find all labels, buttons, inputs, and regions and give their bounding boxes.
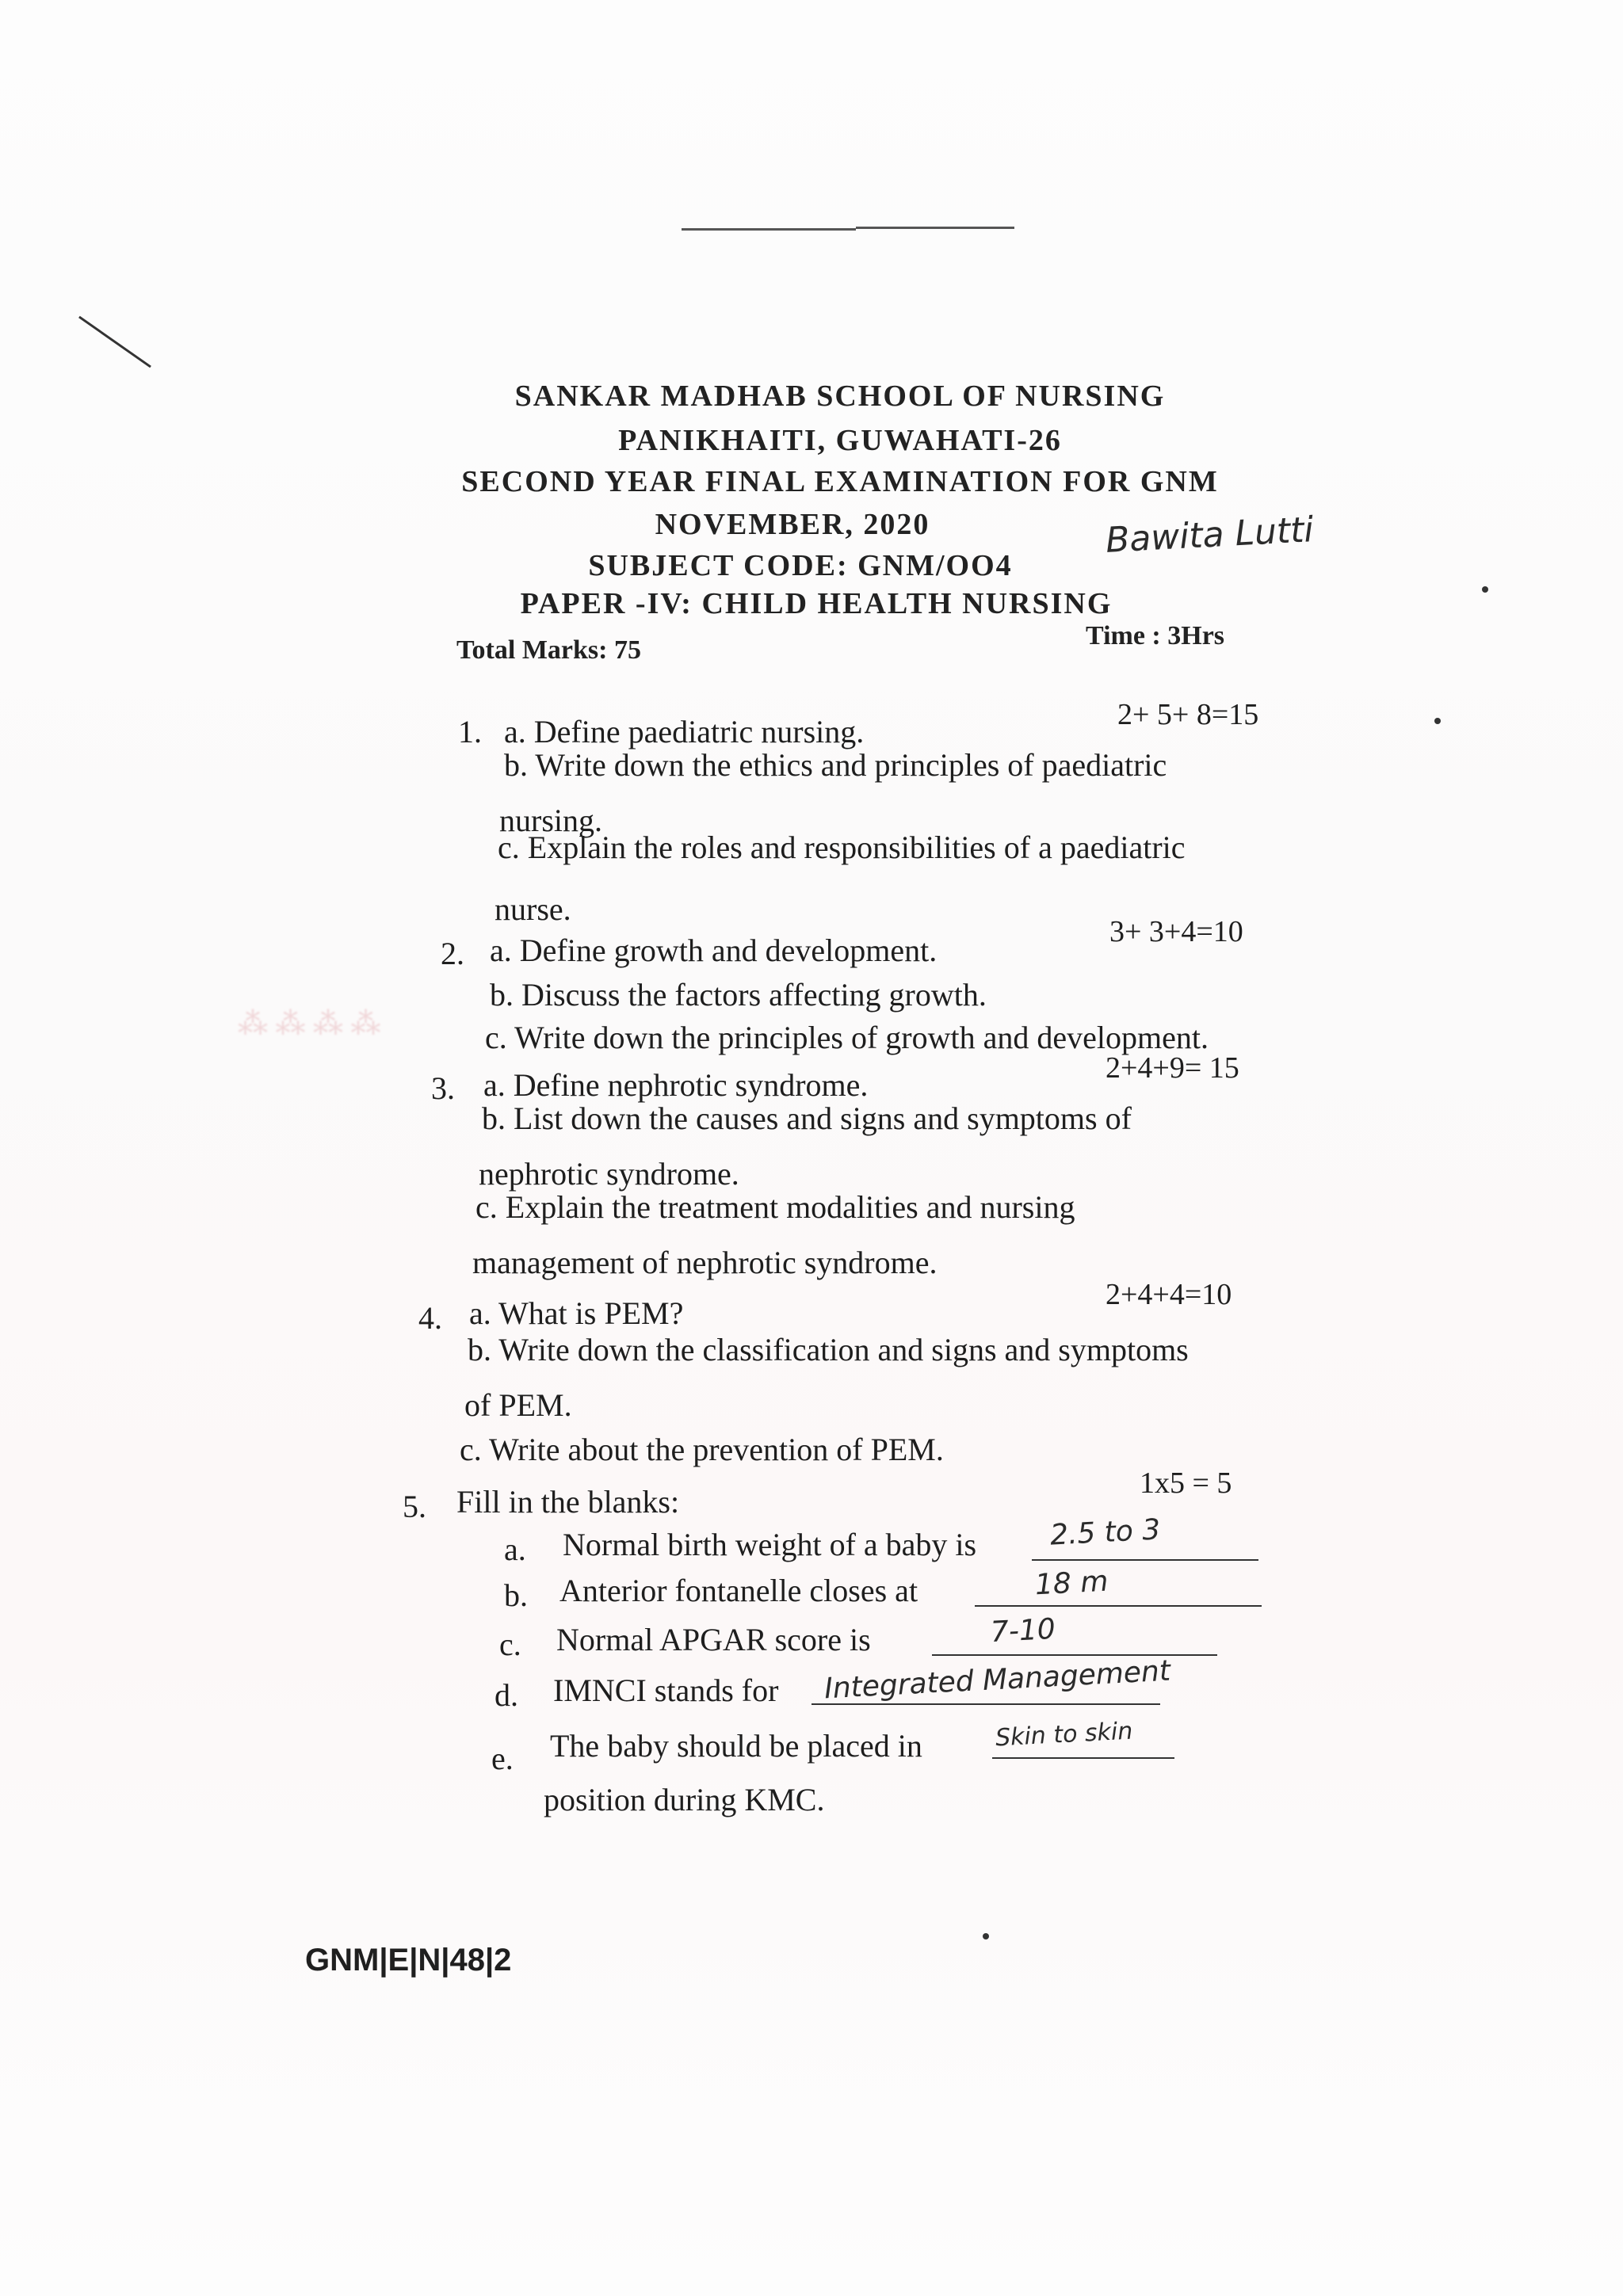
question-line: b. Write down the ethics and principles of paediatric — [504, 747, 1167, 783]
school-address: PANIKHAITI, GUWAHATI-26 — [618, 424, 1062, 457]
question-marks: 2+ 5+ 8=15 — [1117, 698, 1259, 731]
answer-blank — [932, 1654, 1217, 1656]
question-line: a. Define growth and development. — [490, 933, 938, 968]
answer-blank — [1032, 1559, 1258, 1561]
question-marks: 1x5 = 5 — [1140, 1466, 1232, 1500]
handwritten-answer: Integrated Management — [823, 1654, 1171, 1706]
question-line: c. Write down the principles of growth and development. — [485, 1020, 1209, 1055]
question-number: 2. — [441, 936, 464, 971]
blank-letter: c. — [499, 1627, 521, 1662]
question-number: 1. — [458, 714, 482, 749]
handwritten-answer: 7-10 — [989, 1612, 1056, 1650]
bleed-through-text: ⁂ ⁂ ⁂ ⁂ — [238, 1008, 381, 1041]
question-line: nurse. — [495, 891, 571, 927]
stray-dot — [1434, 718, 1441, 724]
answer-blank — [975, 1605, 1262, 1607]
handwritten-answer: Skin to skin — [995, 1717, 1134, 1753]
question-line: nursing. — [499, 803, 602, 838]
question-line: c. Write about the prevention of PEM. — [460, 1432, 944, 1467]
question-line: of PEM. — [464, 1387, 572, 1423]
question-line: a. Define nephrotic syndrome. — [483, 1067, 869, 1103]
question-line: b. Discuss the factors affecting growth. — [490, 977, 987, 1013]
question-line: nephrotic syndrome. — [479, 1156, 739, 1192]
question-marks: 3+ 3+4=10 — [1109, 915, 1243, 948]
question-marks: 2+4+9= 15 — [1106, 1051, 1239, 1085]
blank-text: IMNCI stands for — [553, 1672, 779, 1708]
question-line: management of nephrotic syndrome. — [472, 1245, 938, 1280]
candidate-name-handwritten: Bawita Lutti — [1104, 509, 1315, 561]
question-number: 4. — [418, 1300, 442, 1336]
blank-letter: b. — [504, 1577, 528, 1613]
exam-date: NOVEMBER, 2020 — [655, 508, 930, 541]
question-continuation: position during KMC. — [544, 1782, 825, 1817]
stray-dot — [983, 1933, 989, 1939]
question-marks: 2+4+4=10 — [1106, 1278, 1232, 1311]
page-footer-code: GNM|E|N|48|2 — [305, 1943, 512, 1978]
time-allowed: Time : 3Hrs — [1086, 621, 1225, 650]
blank-text: Anterior fontanelle closes at — [559, 1573, 918, 1608]
pen-stroke — [78, 316, 151, 368]
handwritten-answer: 2.5 to 3 — [1049, 1513, 1162, 1552]
blank-text: Normal birth weight of a baby is — [563, 1527, 977, 1562]
blank-letter: e. — [491, 1741, 514, 1776]
scan-rule — [856, 227, 1014, 229]
blank-text: The baby should be placed in — [550, 1728, 922, 1764]
answer-blank — [992, 1757, 1174, 1759]
question-line: a. What is PEM? — [469, 1295, 684, 1331]
blank-letter: a. — [504, 1531, 526, 1567]
paper-title: PAPER -IV: CHILD HEALTH NURSING — [520, 587, 1113, 620]
total-marks: Total Marks: 75 — [456, 635, 641, 665]
question-line: b. List down the causes and signs and symptoms of — [482, 1100, 1132, 1136]
scan-rule — [682, 228, 856, 231]
handwritten-answer: 18 m — [1033, 1565, 1109, 1602]
question-line: c. Explain the treatment modalities and nursing — [475, 1189, 1075, 1225]
answer-blank — [812, 1703, 1160, 1705]
question-line: b. Write down the classification and signs and symptoms — [468, 1332, 1189, 1367]
question-number: 3. — [431, 1070, 455, 1106]
stray-dot — [1482, 586, 1488, 593]
question-title: Fill in the blanks: — [456, 1484, 680, 1520]
blank-letter: d. — [495, 1677, 518, 1713]
question-line: c. Explain the roles and responsibilities of a paediatric — [498, 830, 1186, 865]
school-name: SANKAR MADHAB SCHOOL OF NURSING — [514, 379, 1166, 413]
question-line: a. Define paediatric nursing. — [504, 714, 865, 749]
question-number: 5. — [403, 1489, 426, 1524]
blank-text: Normal APGAR score is — [556, 1622, 871, 1657]
exam-title: SECOND YEAR FINAL EXAMINATION FOR GNM — [461, 465, 1219, 498]
subject-code: SUBJECT CODE: GNM/OO4 — [588, 549, 1013, 582]
